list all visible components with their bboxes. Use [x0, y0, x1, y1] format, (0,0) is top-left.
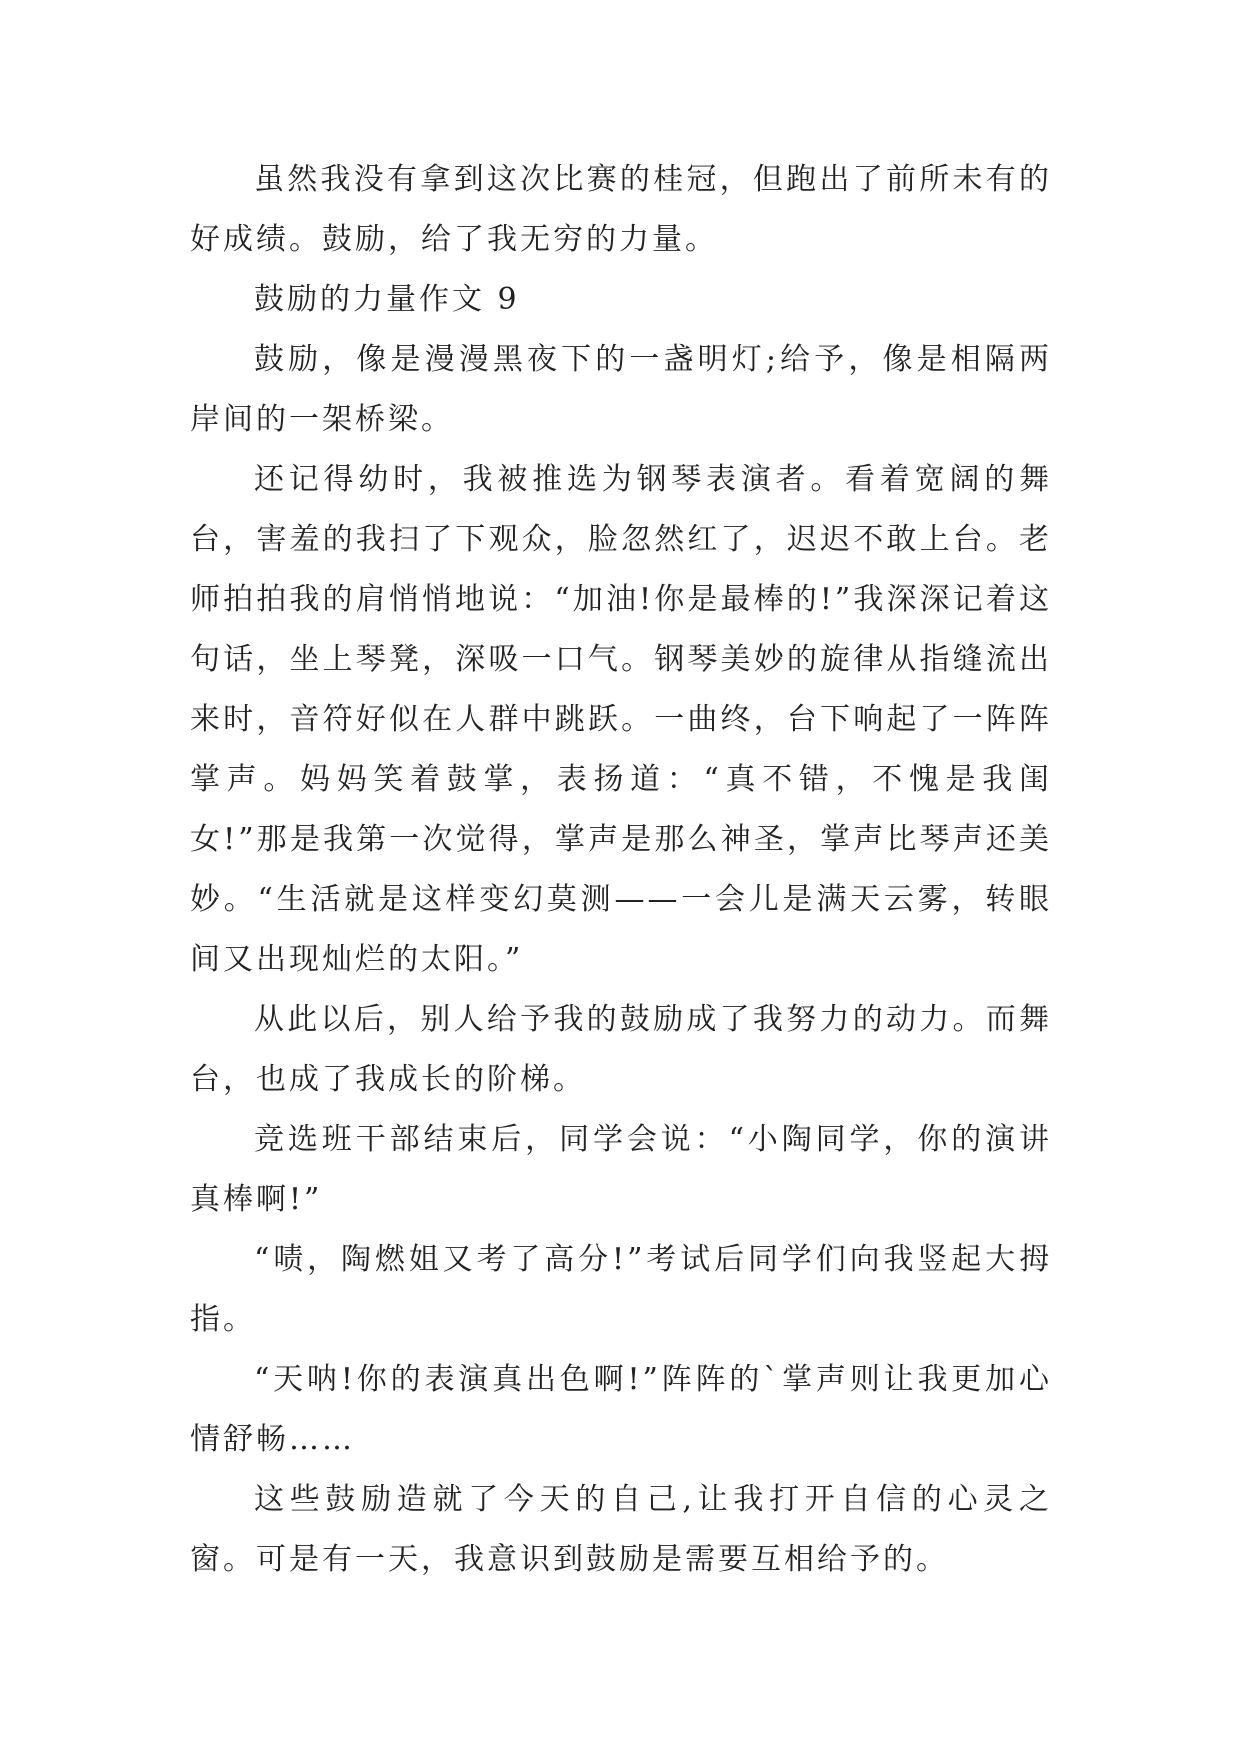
paragraph-3: 还记得幼时，我被推选为钢琴表演者。看着宽阔的舞台，害羞的我扫了下观众，脸忽然红了，迟迟不敢上台。老师拍拍我的肩悄悄地说：“加油!你是最棒的!”我深深记着这句话，坐上琴凳，深吸一口气。钢琴美妙的旋律从指缝流出来时，音符好似在人群中跳跃。一曲终，台下响起了一阵阵掌声。妈妈笑着鼓掌，表扬道：“真不错，不愧是我闺女!”那是我第一次觉得，掌声是那么神圣，掌声比琴声还美妙。“生活就是这样变幻莫测——一会儿是满天云雾，转眼间又出现灿烂的太阳。”: [190, 462, 1052, 977]
essay-heading: 鼓励的力量作文 9: [254, 282, 520, 317]
paragraph-8: 这些鼓励造就了今天的自己,让我打开自信的心灵之窗。可是有一天，我意识到鼓励是需要互相给予的。: [190, 1482, 1052, 1577]
paragraph-6: “啧，陶燃姐又考了高分!”考试后同学们向我竖起大拇指。: [190, 1242, 1052, 1337]
document-body: [190, 150, 1052, 1590]
paragraph-5: 竞选班干部结束后，同学会说：“小陶同学，你的演讲真棒啊!”: [190, 1122, 1052, 1217]
paragraph-4: 从此以后，别人给予我的鼓励成了我努力的动力。而舞台，也成了我成长的阶梯。: [190, 1002, 1052, 1097]
paragraph-1: 虽然我没有拿到这次比赛的桂冠，但跑出了前所未有的好成绩。鼓励，给了我无穷的力量。: [190, 162, 1052, 257]
paragraph-2: 鼓励，像是漫漫黑夜下的一盏明灯;给予，像是相隔两岸间的一架桥梁。: [190, 342, 1052, 437]
paragraph-7: “天呐!你的表演真出色啊!”阵阵的`掌声则让我更加心情舒畅……: [190, 1362, 1052, 1457]
